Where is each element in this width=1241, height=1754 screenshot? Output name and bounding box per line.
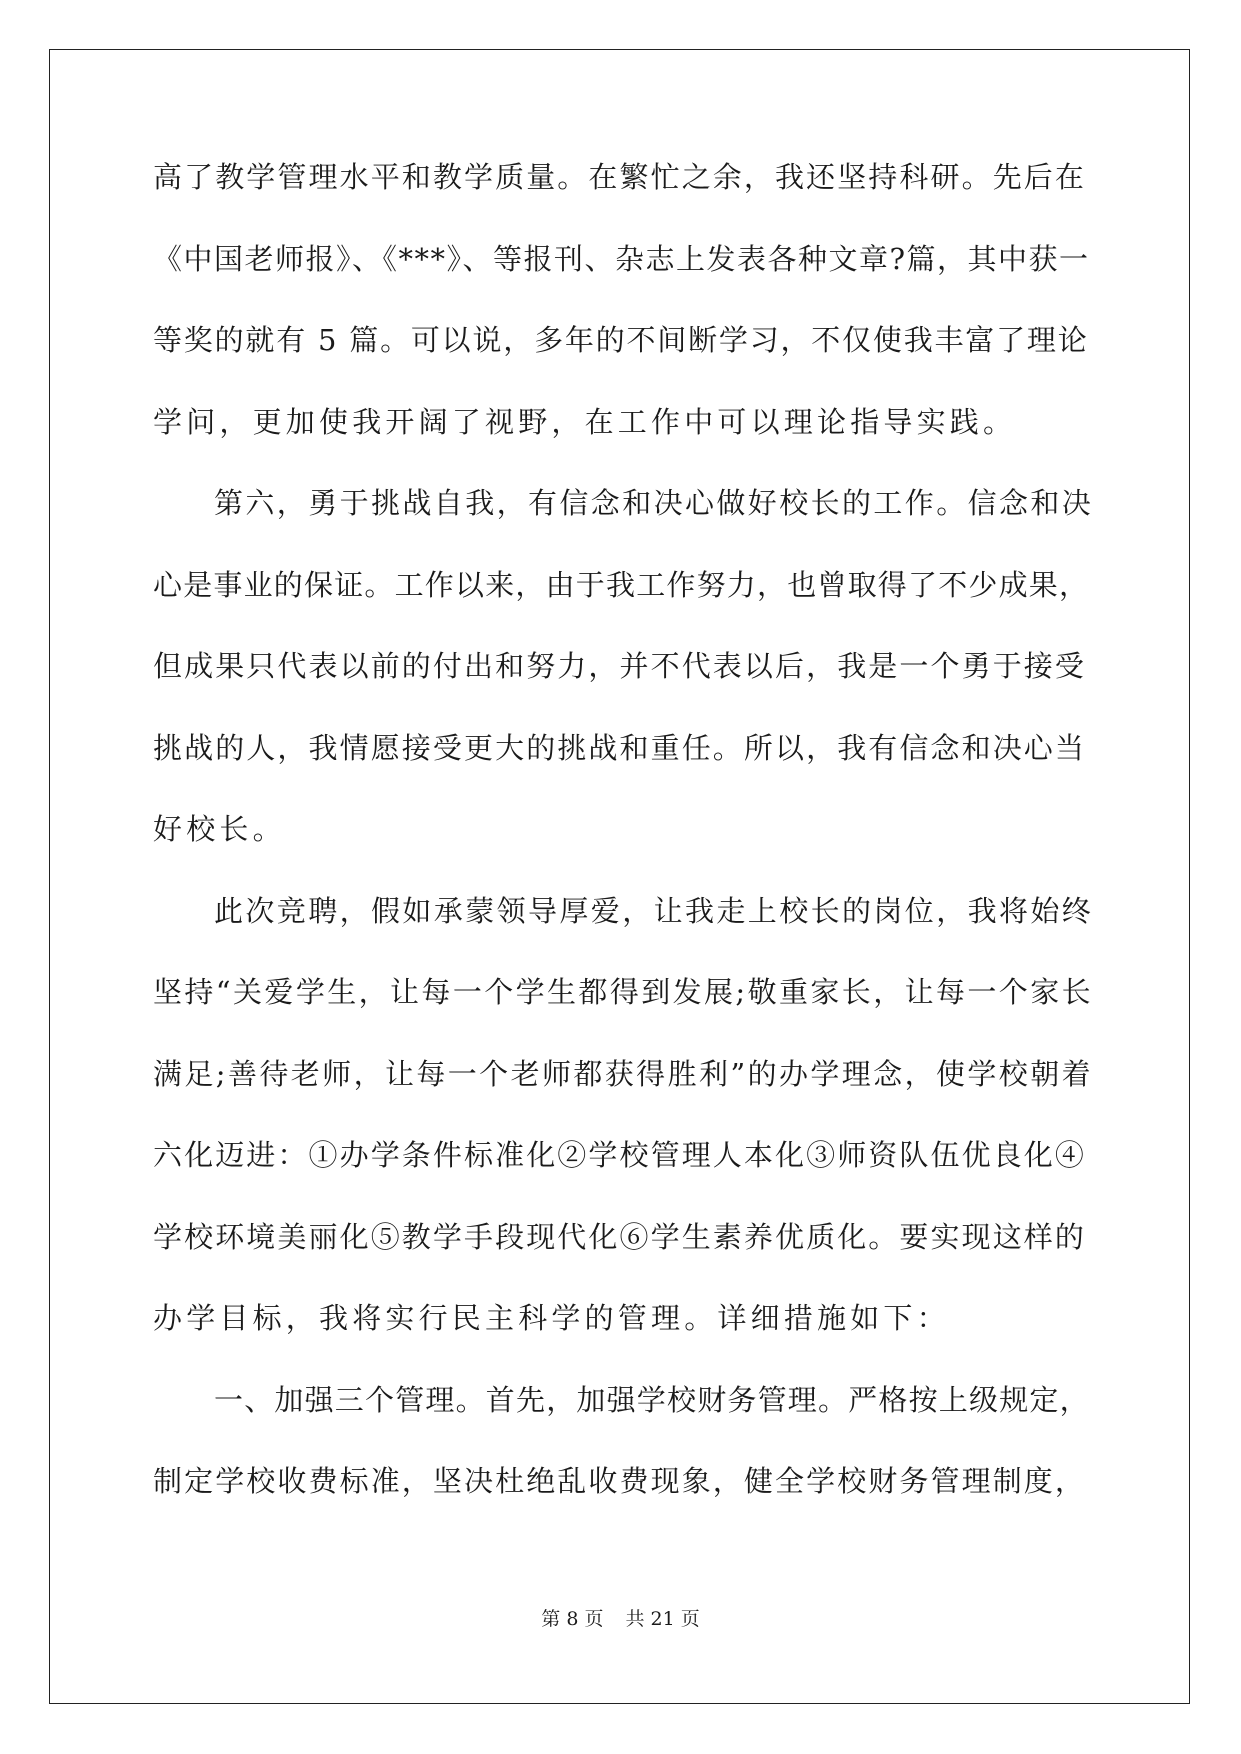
text-line: 满足;善待老师，让每一个老师都获得胜利”的办学理念，使学校朝着 [153, 1056, 1093, 1091]
text-line: 挑战的人，我情愿接受更大的挑战和重任。所以，我有信念和决心当 [153, 730, 1087, 765]
text-line: 学校环境美丽化⑤教学手段现代化⑥学生素养优质化。要实现这样的 [153, 1219, 1087, 1254]
text-line: 《中国老师报》、《***》、等报刊、杂志上发表各种文章?篇，其中获一 [153, 241, 1090, 276]
text-line: 六化迈进：①办学条件标准化②学校管理人本化③师资队伍优良化④ [153, 1138, 1087, 1172]
text-line: 此次竞聘，假如承蒙领导厚爱，让我走上校长的岗位，我将始终 [214, 893, 1094, 928]
text-line: 学问，更加使我开阔了视野，在工作中可以理论指导实践。 [153, 404, 1017, 439]
text-line: 心是事业的保证。工作以来，由于我工作努力，也曾取得了不少成果， [153, 567, 1090, 602]
page-number-current: 第 8 页 [541, 1608, 604, 1630]
text-line: 第六，勇于挑战自我，有信念和决心做好校长的工作。信念和决 [214, 486, 1094, 520]
text-line: 办学目标，我将实行民主科学的管理。详细措施如下： [153, 1301, 950, 1335]
text-line: 坚持“关爱学生，让每一个学生都得到发展;敬重家长，让每一个家长 [153, 975, 1093, 1009]
text-line: 制定学校收费标准，坚决杜绝乱收费现象，健全学校财务管理制度， [153, 1464, 1087, 1498]
page-number-total: 共 21 页 [625, 1608, 700, 1630]
text-line: 高了教学管理水平和教学质量。在繁忙之余，我还坚持科研。先后在 [153, 160, 1087, 194]
text-line: 好校长。 [153, 812, 286, 846]
text-line: 等奖的就有 5 篇。可以说，多年的不间断学习，不仅使我丰富了理论 [153, 323, 1089, 357]
text-line: 但成果只代表以前的付出和努力，并不代表以后，我是一个勇于接受 [153, 649, 1087, 683]
text-line: 一、加强三个管理。首先，加强学校财务管理。严格按上级规定， [214, 1382, 1090, 1417]
page-footer [0, 1604, 1241, 1631]
document-body [153, 162, 1093, 1548]
